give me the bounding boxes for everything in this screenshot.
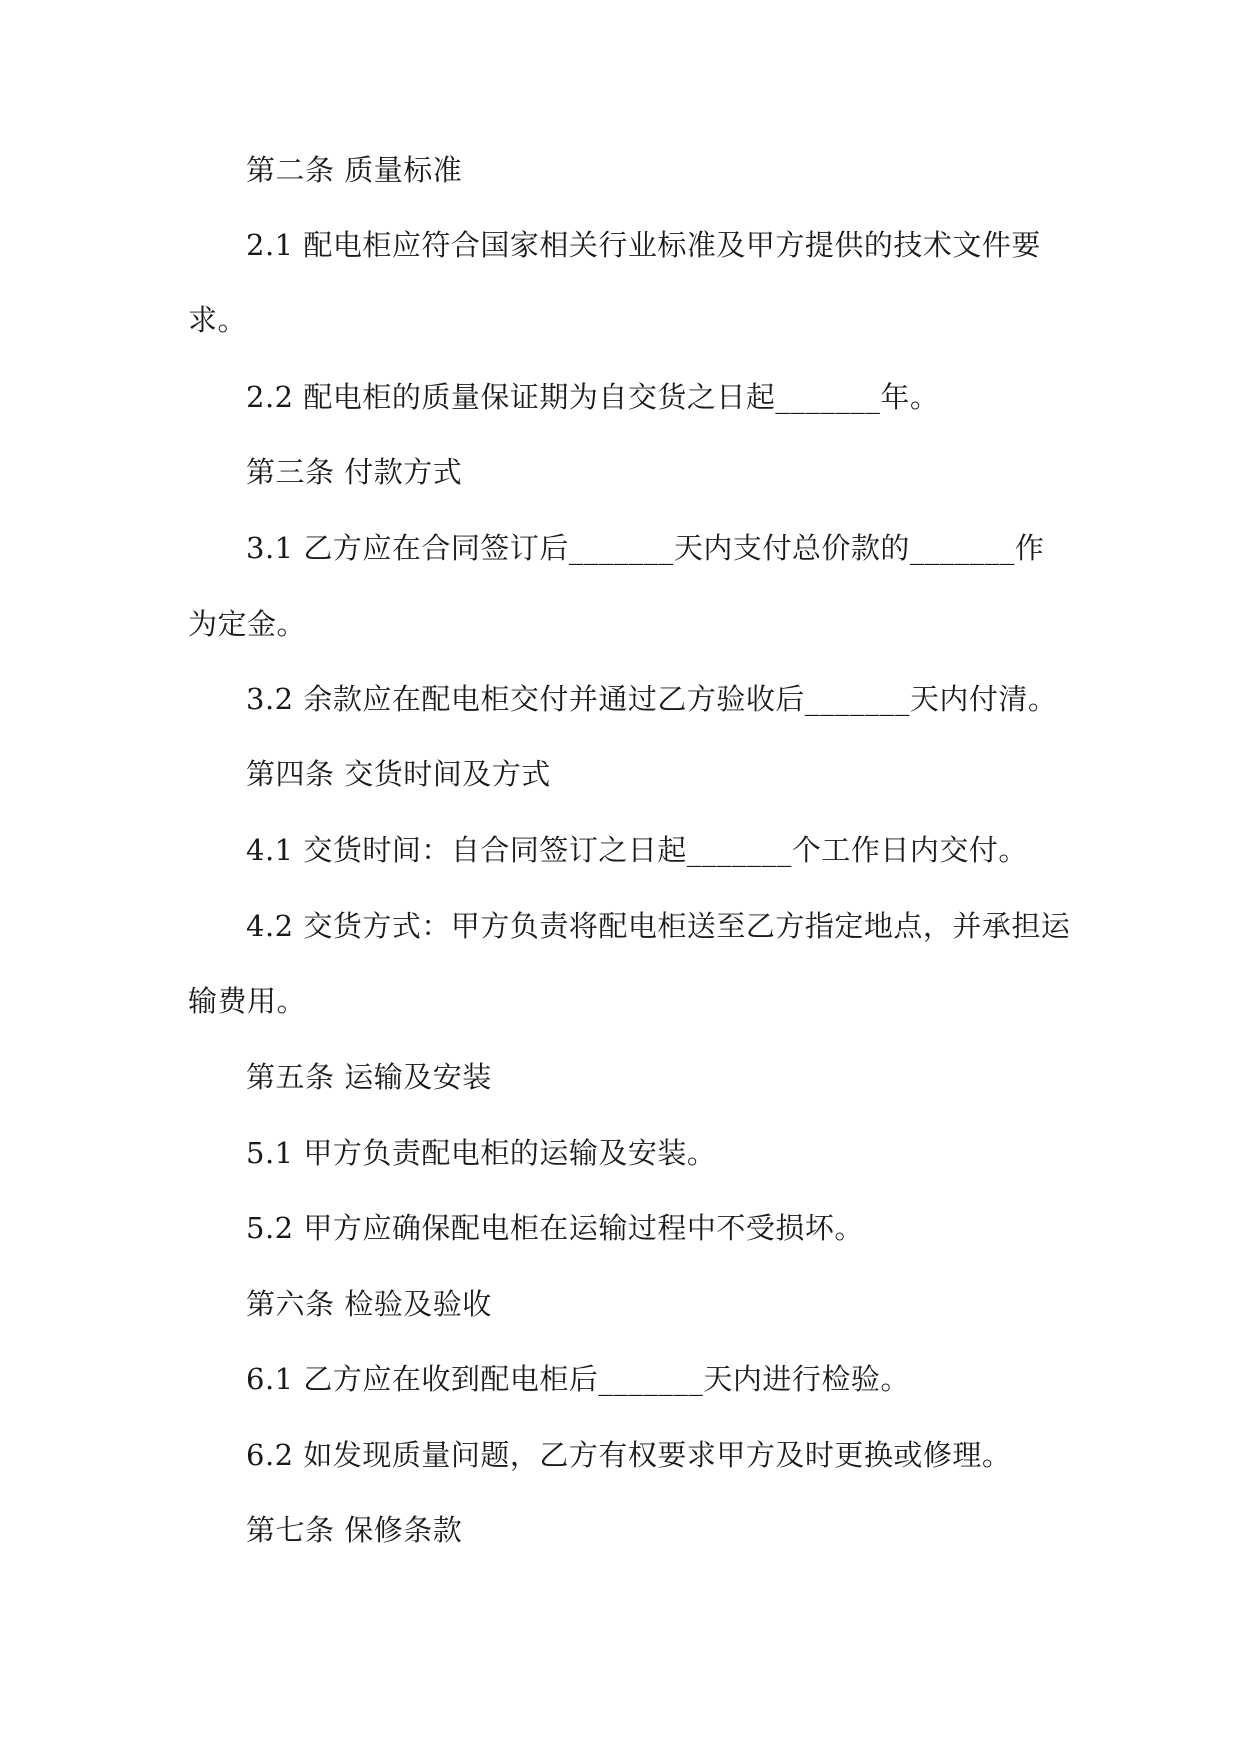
clause-4-2-line-1: 4.2 交货方式：甲方负责将配电柜送至乙方指定地点，并承担运 [246, 909, 1071, 943]
clause-5-1: 5.1 甲方负责配电柜的运输及安装。 [246, 1136, 717, 1170]
clause-5-2: 5.2 甲方应确保配电柜在运输过程中不受损坏。 [246, 1211, 864, 1245]
clause-4-1: 4.1 交货时间：自合同签订之日起_______个工作日内交付。 [246, 833, 1028, 867]
clause-3-2: 3.2 余款应在配电柜交付并通过乙方验收后_______天内付清。 [246, 682, 1058, 716]
clause-6-1: 6.1 乙方应在收到配电柜后_______天内进行检验。 [246, 1362, 910, 1396]
section-3-heading: 第三条 付款方式 [246, 455, 463, 489]
section-5-heading: 第五条 运输及安装 [246, 1060, 492, 1094]
clause-6-2: 6.2 如发现质量问题，乙方有权要求甲方及时更换或修理。 [246, 1438, 1012, 1472]
section-7-heading: 第七条 保修条款 [246, 1513, 463, 1547]
clause-2-1-line-2: 求。 [188, 303, 248, 337]
clause-4-2-line-2: 输费用。 [188, 984, 307, 1018]
clause-2-1-line-1: 2.1 配电柜应符合国家相关行业标准及甲方提供的技术文件要 [246, 228, 1041, 262]
clause-3-1-line-2: 为定金。 [188, 607, 307, 641]
clause-3-1-line-1: 3.1 乙方应在合同签订后_______天内支付总价款的_______作 [246, 531, 1045, 565]
clause-2-2: 2.2 配电柜的质量保证期为自交货之日起_______年。 [246, 380, 940, 414]
section-4-heading: 第四条 交货时间及方式 [246, 757, 551, 791]
section-2-heading: 第二条 质量标准 [246, 153, 463, 187]
section-6-heading: 第六条 检验及验收 [246, 1287, 492, 1321]
